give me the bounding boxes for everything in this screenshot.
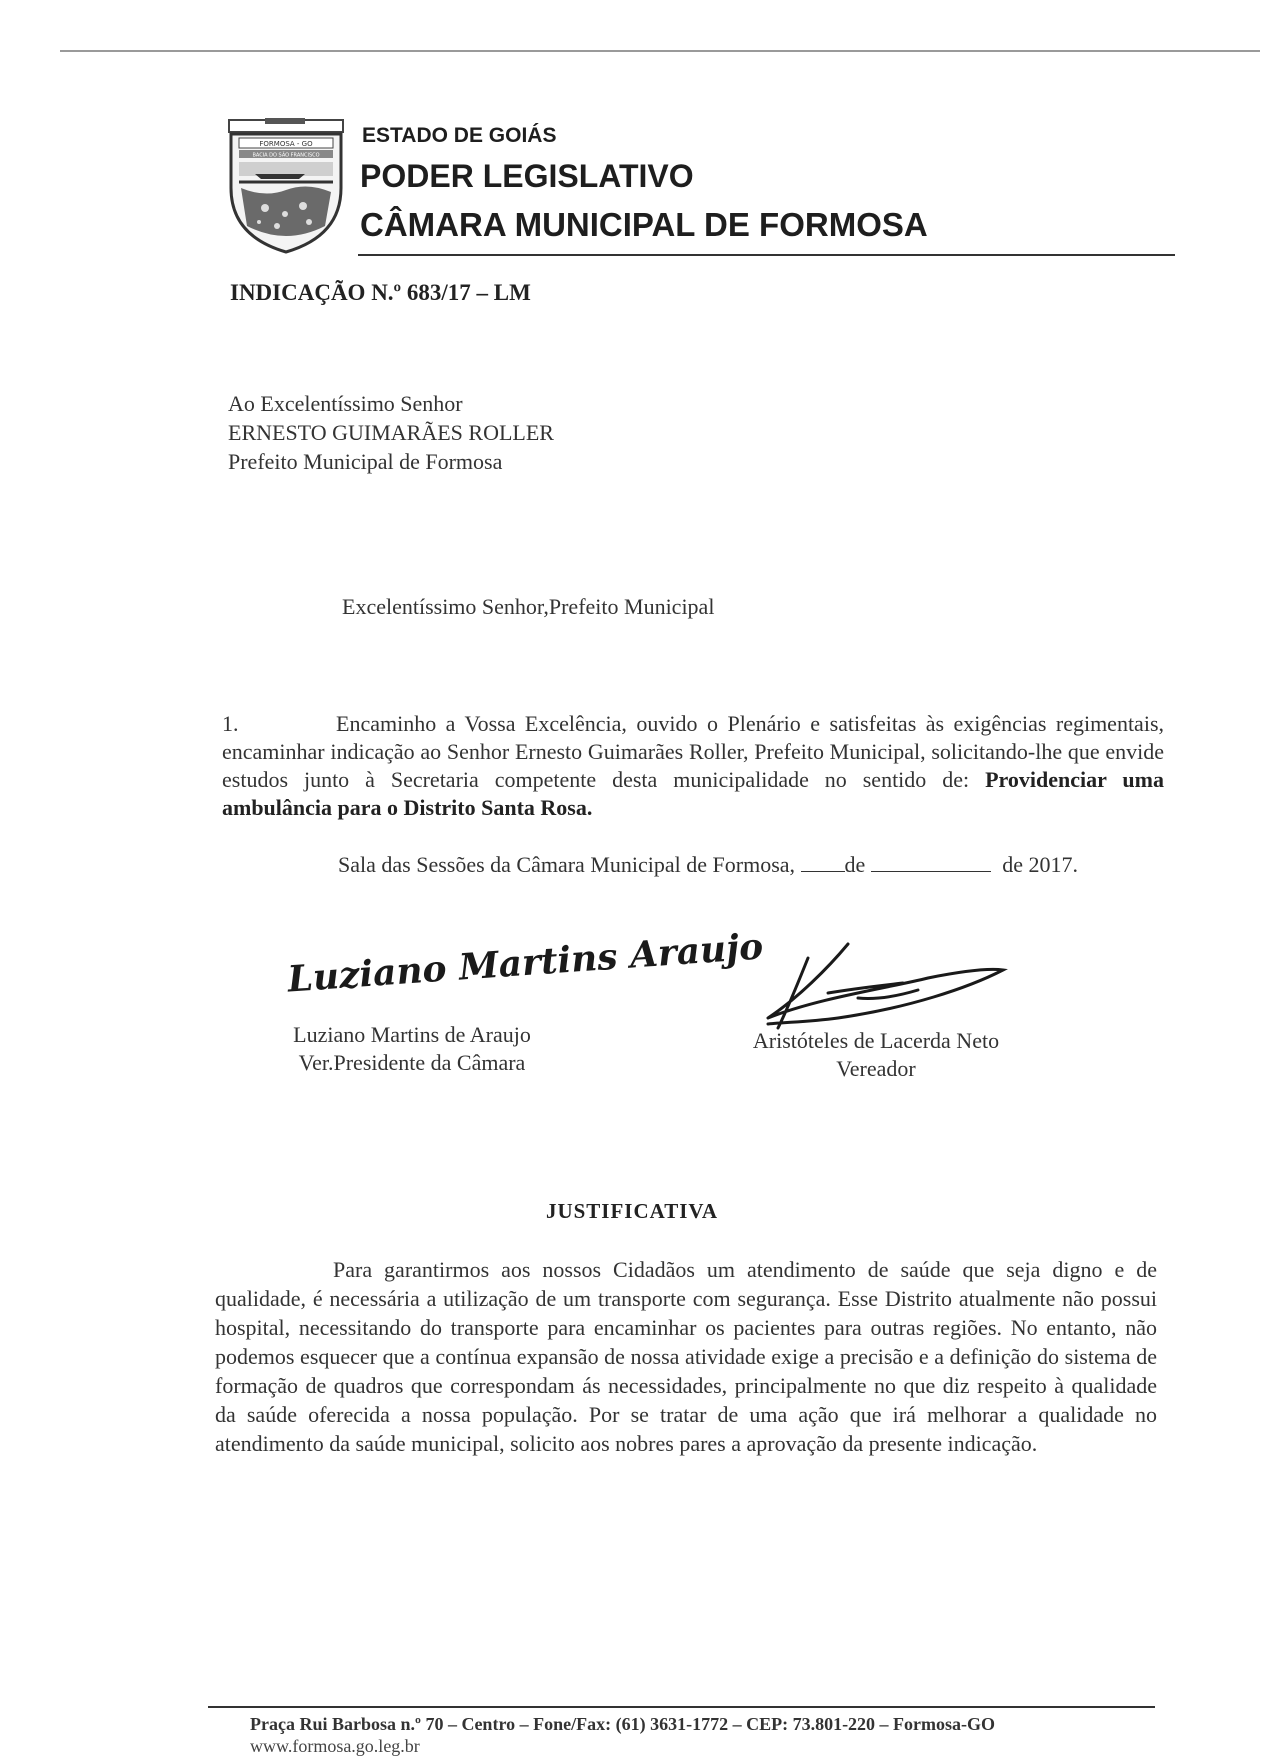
signature-left-caption [262,1021,562,1077]
crest-title: FORMOSA - GO [259,140,313,148]
footer-divider [208,1706,1155,1708]
paragraph-number: 1. [222,711,239,736]
signer-left-name: Luziano Martins de Araujo [293,1022,531,1047]
signature-right-caption [716,1027,1036,1083]
sessions-text: Sala das Sessões da Câmara Municipal de Formosa, [338,852,796,877]
footer-address: Praça Rui Barbosa n.º 70 – Centro – Fone/Fax: (61) 3631-1772 – CEP: 73.801-220 – Formosa-GO [250,1714,996,1734]
justification-text: Para garantirmos aos nossos Cidadãos um atendimento de saúde que seja digno e de qualidade, é necessária a utilização de um transporte com segurança. Esse Distrito atualmente não possui hospital, necessitando do transporte para encaminhar os pacientes para outras regiões. No entanto, não podemos esquecer que a contínua expansão de nossa atividade exige a precisão e a definição do sistema de formação de quadros que correspondam ás necessidades, principalmente no que diz respeito à qualidade da saúde oferecida a nossa população. Por se tratar de uma ação que irá melhorar a qualidade no atendimento da saúde municipal, solicito aos nobres pares a aprovação da presente indicação. [215,1257,1157,1456]
sessions-line [338,852,1078,878]
signer-left-role: Ver.Presidente da Câmara [298,1050,526,1075]
header-state: ESTADO DE GOIÁS [362,124,557,147]
paragraph-text: Encaminho a Vossa Excelência, ouvido o Plenário e satisfeitas às exigências regimentais, encaminhar indicação ao Senhor Ernesto Guimarães Roller, Prefeito Municipal, solicitando-lhe que envide estudos junto à Secretaria competente desta municipalidade no sentido de: [222,711,1164,792]
addressee-line-2: ERNESTO GUIMARÃES ROLLER [228,420,554,445]
month-blank [871,853,991,872]
header-council: CÂMARA MUNICIPAL DE FORMOSA [360,206,928,243]
signature-right [728,938,1018,1038]
signature-left-handwriting: Luziano Martins Araujo [286,925,765,1001]
request-paragraph [222,710,1164,822]
addressee-line-3: Prefeito Municipal de Formosa [228,449,503,474]
municipal-crest-logo [225,118,347,256]
signer-right-role: Vereador [836,1056,916,1081]
sessions-de: de [844,852,866,877]
footer-website: www.formosa.go.leg.br [250,1736,420,1756]
crest-subtitle: BACIA DO SÃO FRANCISCO [252,152,320,159]
signer-right-name: Aristóteles de Lacerda Neto [752,1028,1000,1053]
addressee-line-1: Ao Excelentíssimo Senhor [228,391,463,416]
indication-number: INDICAÇÃO N.º 683/17 – LM [230,280,531,305]
header-divider [358,254,1175,256]
addressee-block [228,389,554,476]
signature-left [285,920,765,1010]
salutation: Excelentíssimo Senhor,Prefeito Municipal [342,594,715,619]
sessions-year: de 2017. [1002,852,1079,877]
paragraph-emphasis: Providenciar uma ambulância para o Distrito Santa Rosa. [222,767,1164,820]
day-blank [801,853,845,872]
header-power: PODER LEGISLATIVO [360,158,694,194]
scan-top-edge [60,50,1260,52]
justification-title: JUSTIFICATIVA [545,1199,719,1223]
